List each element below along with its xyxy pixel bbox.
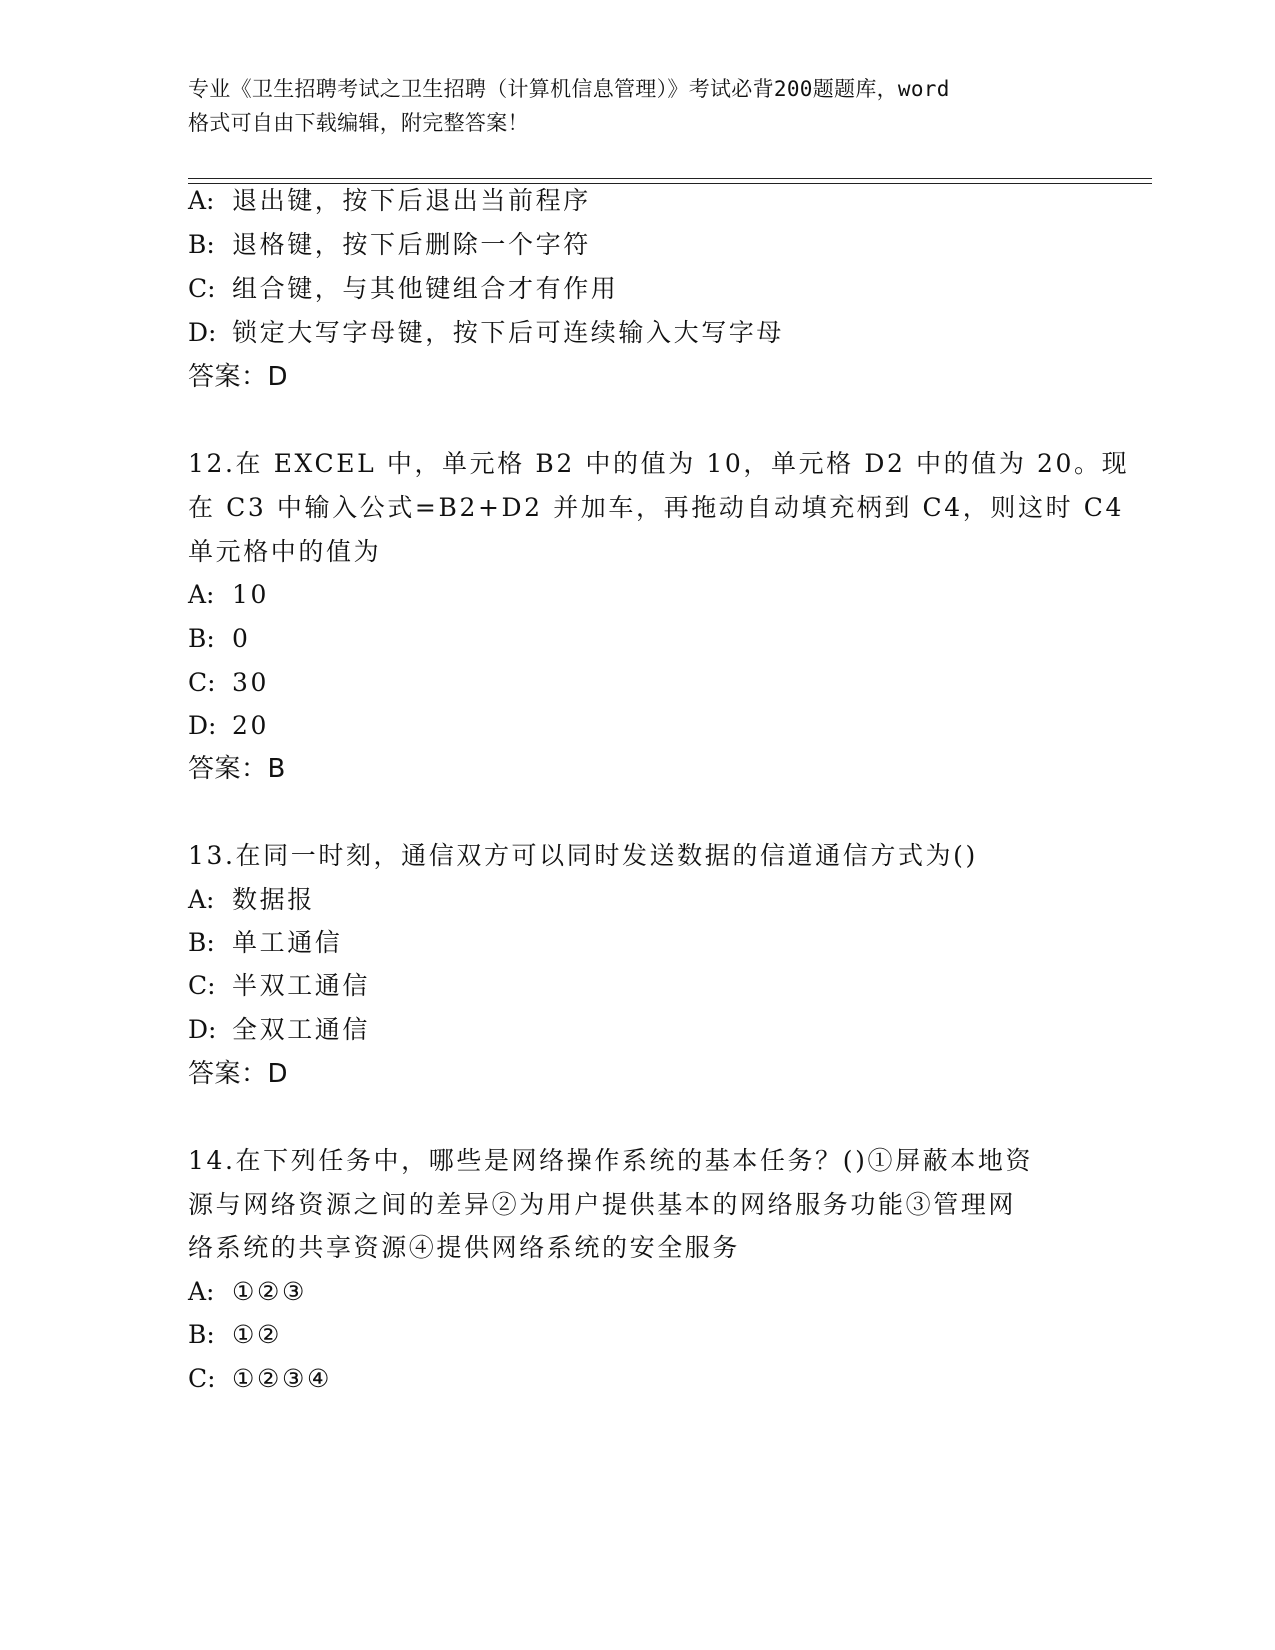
question-stem-line: 络系统的共享资源④提供网络系统的安全服务 [188, 1233, 741, 1262]
option-a: A: 退出键，按下后退出当前程序 [188, 186, 591, 215]
answer-line: 答案：B [188, 754, 286, 784]
answer-line: 答案：D [188, 1059, 289, 1089]
header-line-1: 专业《卫生招聘考试之卫生招聘（计算机信息管理）》考试必背200题题库，word [188, 77, 950, 101]
option-d: D: 20 [188, 711, 270, 740]
option-c: C: 组合键，与其他键组合才有作用 [188, 274, 619, 303]
option-b: B: 单工通信 [188, 928, 343, 957]
option-a: A: 数据报 [188, 885, 315, 914]
question-stem-line: 12.在 EXCEL 中，单元格 B2 中的值为 10，单元格 D2 中的值为 20。现 [188, 449, 1130, 478]
document-header [188, 72, 1088, 140]
option-b: B: 0 [188, 624, 251, 653]
option-c: C: 半双工通信 [188, 971, 371, 1000]
option-c: C: ①②③④ [188, 1364, 333, 1393]
question-stem-line: 13.在同一时刻，通信双方可以同时发送数据的信道通信方式为() [188, 841, 978, 870]
option-c: C: 30 [188, 668, 270, 697]
option-d: D: 全双工通信 [188, 1015, 371, 1044]
question-stem-line: 单元格中的值为 [188, 537, 382, 566]
option-a: A: ①②③ [188, 1277, 308, 1306]
option-b: B: 退格键，按下后删除一个字符 [188, 230, 591, 259]
question-stem-line: 源与网络资源之间的差异②为用户提供基本的网络服务功能③管理网 [188, 1190, 1017, 1219]
answer-line: 答案：D [188, 362, 289, 392]
option-d: D: 锁定大写字母键，按下后可连续输入大写字母 [188, 318, 785, 347]
header-line-2: 格式可自由下载编辑，附完整答案！ [188, 111, 529, 135]
header-divider-top [188, 178, 1152, 179]
header-divider-bottom [188, 183, 1152, 184]
question-stem-line: 在 C3 中输入公式=B2+D2 并加车，再拖动自动填充柄到 C4，则这时 C4 [188, 493, 1124, 522]
option-a: A: 10 [188, 580, 270, 609]
option-b: B: ①② [188, 1320, 283, 1349]
question-stem-line: 14.在下列任务中，哪些是网络操作系统的基本任务？()①屏蔽本地资 [188, 1146, 1034, 1175]
